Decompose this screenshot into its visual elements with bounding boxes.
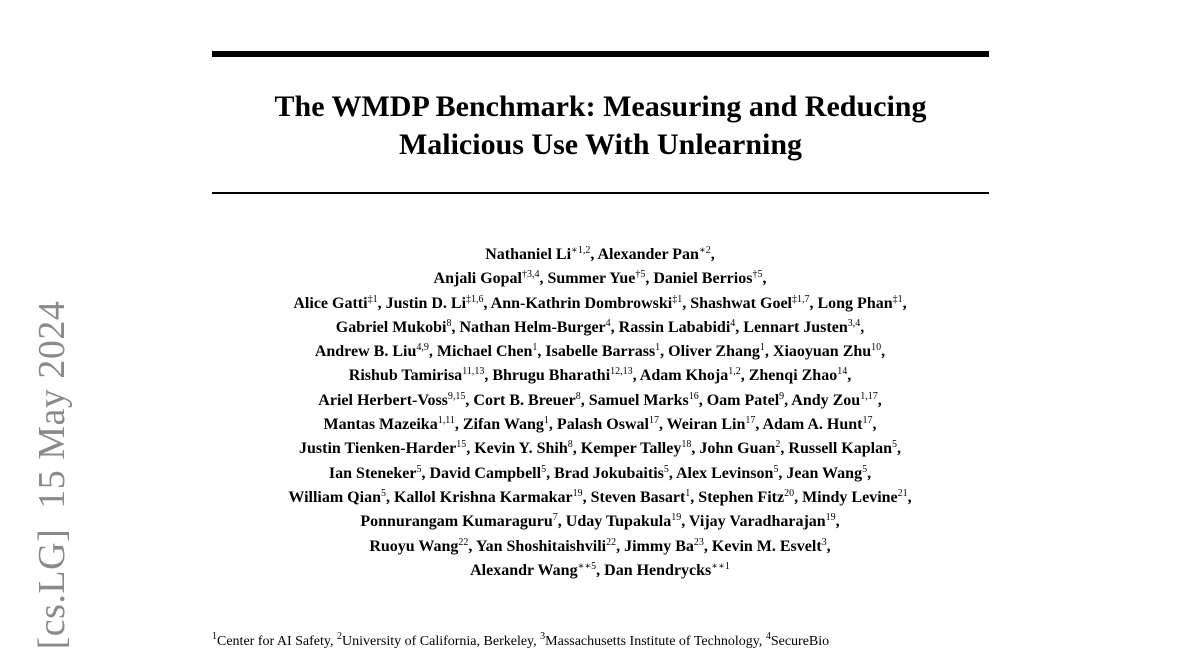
author-affiliation-mark: 5 [663, 463, 669, 475]
author-separator: , [762, 270, 767, 288]
author-name: Uday Tupakula [565, 513, 672, 531]
author-affiliation-mark: 19 [671, 512, 682, 524]
author-separator: , [451, 318, 460, 336]
author-name: Anjali Gopal [433, 270, 522, 288]
author-name: John Guan [699, 440, 776, 458]
title-line-1: The WMDP Benchmark: Measuring and Reducing [274, 90, 927, 123]
author-name: Jean Wang [786, 464, 863, 482]
author-affiliation-mark: 1 [759, 342, 765, 354]
author-name: Rishub Tamirisa [348, 367, 463, 385]
author-affiliation-mark: 15 [456, 439, 467, 451]
author-affiliation-mark: 21 [897, 487, 908, 499]
author-name: William Qian [288, 488, 381, 506]
author-affiliation-mark: 5 [380, 487, 386, 499]
author-line [190, 340, 1010, 364]
author-separator: , [740, 367, 749, 385]
author-affiliation-mark: 5 [862, 463, 868, 475]
author-separator: , [735, 318, 744, 336]
affiliations [212, 633, 1002, 651]
author-affiliation-mark: 20 [784, 487, 795, 499]
author-affiliation-mark: 2 [775, 439, 781, 451]
author-separator: , [582, 488, 591, 506]
author-separator: , [658, 416, 667, 434]
author-affiliation-mark: ∗∗1 [711, 560, 730, 572]
arxiv-date: 15 May 2024 [31, 300, 73, 509]
author-separator: , [668, 464, 676, 482]
author-name: Ian Steneker [328, 464, 417, 482]
author-name: Alice Gatti [293, 294, 368, 312]
author-affiliation-mark: 4 [605, 317, 611, 329]
author-name: Adam Khoja [639, 367, 729, 385]
author-affiliation-mark: 5 [891, 439, 897, 451]
affiliation-name: Center for AI Safety, [217, 634, 337, 649]
author-separator: , [557, 513, 566, 531]
author-name: Yan Shoshitaishvili [475, 537, 607, 555]
author-name: Steven Basart [590, 488, 686, 506]
author-name: Gabriel Mukobi [335, 318, 447, 336]
author-name: Isabelle Barrass [545, 343, 656, 361]
author-affiliation-mark: 1 [543, 415, 549, 427]
author-affiliation-mark: 10 [871, 342, 882, 354]
author-affiliation-mark: 5 [416, 463, 422, 475]
author-separator: , [847, 367, 852, 385]
author-affiliation-mark: 9,15 [447, 390, 466, 402]
author-name: Weiran Lin [666, 416, 746, 434]
author-separator: , [703, 537, 712, 555]
author-affiliation-mark: †3,4 [522, 269, 540, 281]
paper-title [212, 88, 989, 164]
author-separator: , [780, 440, 789, 458]
affiliation-number: 3 [540, 631, 546, 642]
author-affiliation-mark: 17 [648, 415, 659, 427]
author-separator: , [468, 537, 476, 555]
author-line [190, 389, 1010, 413]
author-name: Oam Patel [706, 391, 780, 409]
author-separator: , [537, 343, 546, 361]
author-separator: , [877, 391, 882, 409]
author-separator: , [860, 318, 865, 336]
author-separator: , [546, 464, 555, 482]
author-affiliation-mark: 5 [541, 463, 547, 475]
author-affiliation-mark: ‡1 [367, 293, 378, 305]
author-name: Zhenqi Zhao [748, 367, 838, 385]
title-line-2: Malicious Use With Unlearning [398, 128, 803, 161]
author-affiliation-mark: 4,9 [416, 342, 429, 354]
author-name: Alexandr Wang [470, 561, 578, 579]
author-affiliation-mark: 14 [837, 366, 848, 378]
author-separator: , [794, 488, 803, 506]
author-affiliation-mark: 22 [606, 536, 617, 548]
author-affiliation-mark: 1 [685, 487, 691, 499]
author-name: Kallol Krishna Karmakar [393, 488, 573, 506]
author-affiliation-mark: 4 [730, 317, 736, 329]
author-name: Kemper Talley [580, 440, 682, 458]
author-name: Samuel Marks [588, 391, 689, 409]
author-separator: , [645, 270, 654, 288]
author-affiliation-mark: 8 [567, 439, 573, 451]
affiliation-number: 1 [212, 631, 217, 642]
author-separator: , [385, 488, 394, 506]
author-separator: , [682, 294, 691, 312]
author-separator: , [691, 440, 700, 458]
author-separator: , [483, 294, 491, 312]
author-affiliation-mark: 1,2 [728, 366, 741, 378]
author-affiliation-mark: 8 [446, 317, 452, 329]
author-name: Alexander Pan [597, 246, 699, 263]
author-affiliation-mark: 8 [575, 390, 581, 402]
author-affiliation-mark: ∗∗5 [577, 560, 597, 572]
author-name: Andy Zou [791, 391, 861, 409]
author-line [190, 535, 1010, 559]
author-name: David Campbell [429, 464, 542, 482]
author-name: Nathaniel Li [485, 246, 572, 263]
author-line [190, 486, 1010, 510]
author-line [190, 413, 1010, 437]
author-affiliation-mark: ‡1 [892, 293, 903, 305]
author-separator: , [660, 343, 669, 361]
affiliation-name: Massachusetts Institute of Technology, [545, 634, 766, 649]
author-separator: , [872, 416, 877, 434]
author-affiliation-mark: 11,13 [462, 366, 485, 378]
author-affiliation-mark: 19 [572, 487, 583, 499]
author-separator: , [681, 513, 689, 531]
author-line [190, 462, 1010, 486]
author-affiliation-mark: 22 [458, 536, 469, 548]
author-separator: , [764, 343, 773, 361]
author-name: Adam A. Hunt [762, 416, 863, 434]
author-separator: , [835, 513, 840, 531]
author-name: Russell Kaplan [788, 440, 892, 458]
author-separator: , [428, 343, 437, 361]
author-separator: , [590, 246, 598, 263]
author-name: Stephen Fitz [698, 488, 785, 506]
author-name: Rassin Lababidi [618, 318, 731, 336]
author-affiliation-mark: ‡1,6 [466, 293, 484, 305]
author-line [190, 364, 1010, 388]
author-affiliation-mark: 1,11 [437, 415, 455, 427]
author-line [190, 316, 1010, 340]
author-affiliation-mark: †5 [635, 269, 646, 281]
author-affiliation-mark: 1 [655, 342, 661, 354]
affiliation-number: 2 [337, 631, 342, 642]
author-name: Andrew B. Liu [314, 343, 417, 361]
author-affiliation-mark: 5 [773, 463, 779, 475]
author-separator: , [572, 440, 581, 458]
author-name: Justin Tienken-Harder [299, 440, 457, 458]
author-affiliation-mark: 7 [552, 512, 558, 524]
author-name: Michael Chen [436, 343, 533, 361]
author-separator: , [710, 246, 715, 263]
author-separator: , [580, 391, 589, 409]
author-name: Summer Yue [547, 270, 636, 288]
author-separator: , [778, 464, 787, 482]
author-separator: , [421, 464, 430, 482]
affiliation-name: SecureBio [770, 634, 830, 649]
author-name: Ponnurangam Kumaraguru [360, 513, 553, 531]
author-separator: , [596, 561, 605, 579]
author-name: Xiaoyuan Zhu [772, 343, 872, 361]
author-name: Daniel Berrios [653, 270, 753, 288]
author-separator: , [548, 416, 557, 434]
author-separator: , [484, 367, 493, 385]
author-separator: , [466, 440, 475, 458]
author-name: Nathan Helm-Burger [459, 318, 606, 336]
arxiv-side-stamp [30, 301, 74, 650]
author-affiliation-mark: 17 [862, 415, 873, 427]
affiliation-name: University of California, Berkeley, [342, 634, 541, 649]
author-separator: , [881, 343, 886, 361]
author-list [190, 243, 1010, 583]
author-separator: , [690, 488, 699, 506]
author-separator: , [616, 537, 625, 555]
author-name: Shashwat Goel [690, 294, 792, 312]
author-separator: , [826, 537, 831, 555]
author-separator: , [539, 270, 548, 288]
author-separator: , [902, 294, 907, 312]
author-separator: , [907, 488, 912, 506]
author-affiliation-mark: 19 [825, 512, 836, 524]
author-separator: , [698, 391, 707, 409]
author-name: Oliver Zhang [668, 343, 760, 361]
author-affiliation-mark: 23 [693, 536, 704, 548]
author-affiliation-mark: 3 [821, 536, 827, 548]
author-name: Cort B. Breuer [473, 391, 576, 409]
author-affiliation-mark: 9 [779, 390, 785, 402]
title-bottom-rule [212, 192, 989, 194]
author-affiliation-mark: 1,17 [860, 390, 878, 402]
author-separator: , [454, 416, 463, 434]
author-affiliation-mark: 18 [681, 439, 692, 451]
author-affiliation-mark: 17 [745, 415, 756, 427]
author-line [190, 243, 1010, 267]
author-separator: , [755, 416, 763, 434]
author-line [190, 559, 1010, 583]
author-name: Zifan Wang [462, 416, 544, 434]
author-affiliation-mark: 1 [532, 342, 538, 354]
author-name: Long Phan [817, 294, 893, 312]
author-name: Ruoyu Wang [369, 537, 459, 555]
arxiv-category: [cs.LG] [31, 528, 73, 650]
author-name: Dan Hendrycks [604, 561, 712, 579]
author-affiliation-mark: ‡1,7 [791, 293, 810, 305]
author-name: Bhrugu Bharathi [492, 367, 611, 385]
author-affiliation-mark: 16 [688, 390, 699, 402]
author-affiliation-mark: †5 [752, 269, 763, 281]
author-affiliation-mark: ∗2 [698, 245, 711, 256]
author-name: Brad Jokubaitis [554, 464, 664, 482]
author-affiliation-mark: ∗1,2 [571, 245, 591, 256]
author-name: Palash Oswal [556, 416, 649, 434]
author-line [190, 292, 1010, 316]
author-separator: , [896, 440, 901, 458]
author-separator: , [867, 464, 872, 482]
author-affiliation-mark: ‡1 [672, 293, 683, 305]
author-separator: , [784, 391, 792, 409]
author-name: Kevin Y. Shih [474, 440, 568, 458]
author-name: Alex Levinson [676, 464, 774, 482]
author-name: Jimmy Ba [624, 537, 694, 555]
author-name: Lennart Justen [743, 318, 848, 336]
author-line [190, 510, 1010, 534]
author-name: Ariel Herbert-Voss [318, 391, 448, 409]
author-separator: , [610, 318, 619, 336]
author-line [190, 267, 1010, 291]
author-name: Ann-Kathrin Dombrowski [490, 294, 673, 312]
author-affiliation-mark: 12,13 [610, 366, 633, 378]
author-name: Mantas Mazeika [323, 416, 438, 434]
author-line [190, 437, 1010, 461]
author-name: Justin D. Li [385, 294, 467, 312]
author-name: Kevin M. Esvelt [711, 537, 822, 555]
author-separator: , [632, 367, 640, 385]
author-separator: , [377, 294, 386, 312]
affiliation-number: 4 [765, 631, 771, 642]
author-separator: , [809, 294, 818, 312]
title-top-rule [212, 51, 989, 57]
author-name: Vijay Varadharajan [688, 513, 826, 531]
author-affiliation-mark: 3,4 [847, 317, 861, 329]
author-name: Mindy Levine [802, 488, 898, 506]
author-separator: , [465, 391, 474, 409]
